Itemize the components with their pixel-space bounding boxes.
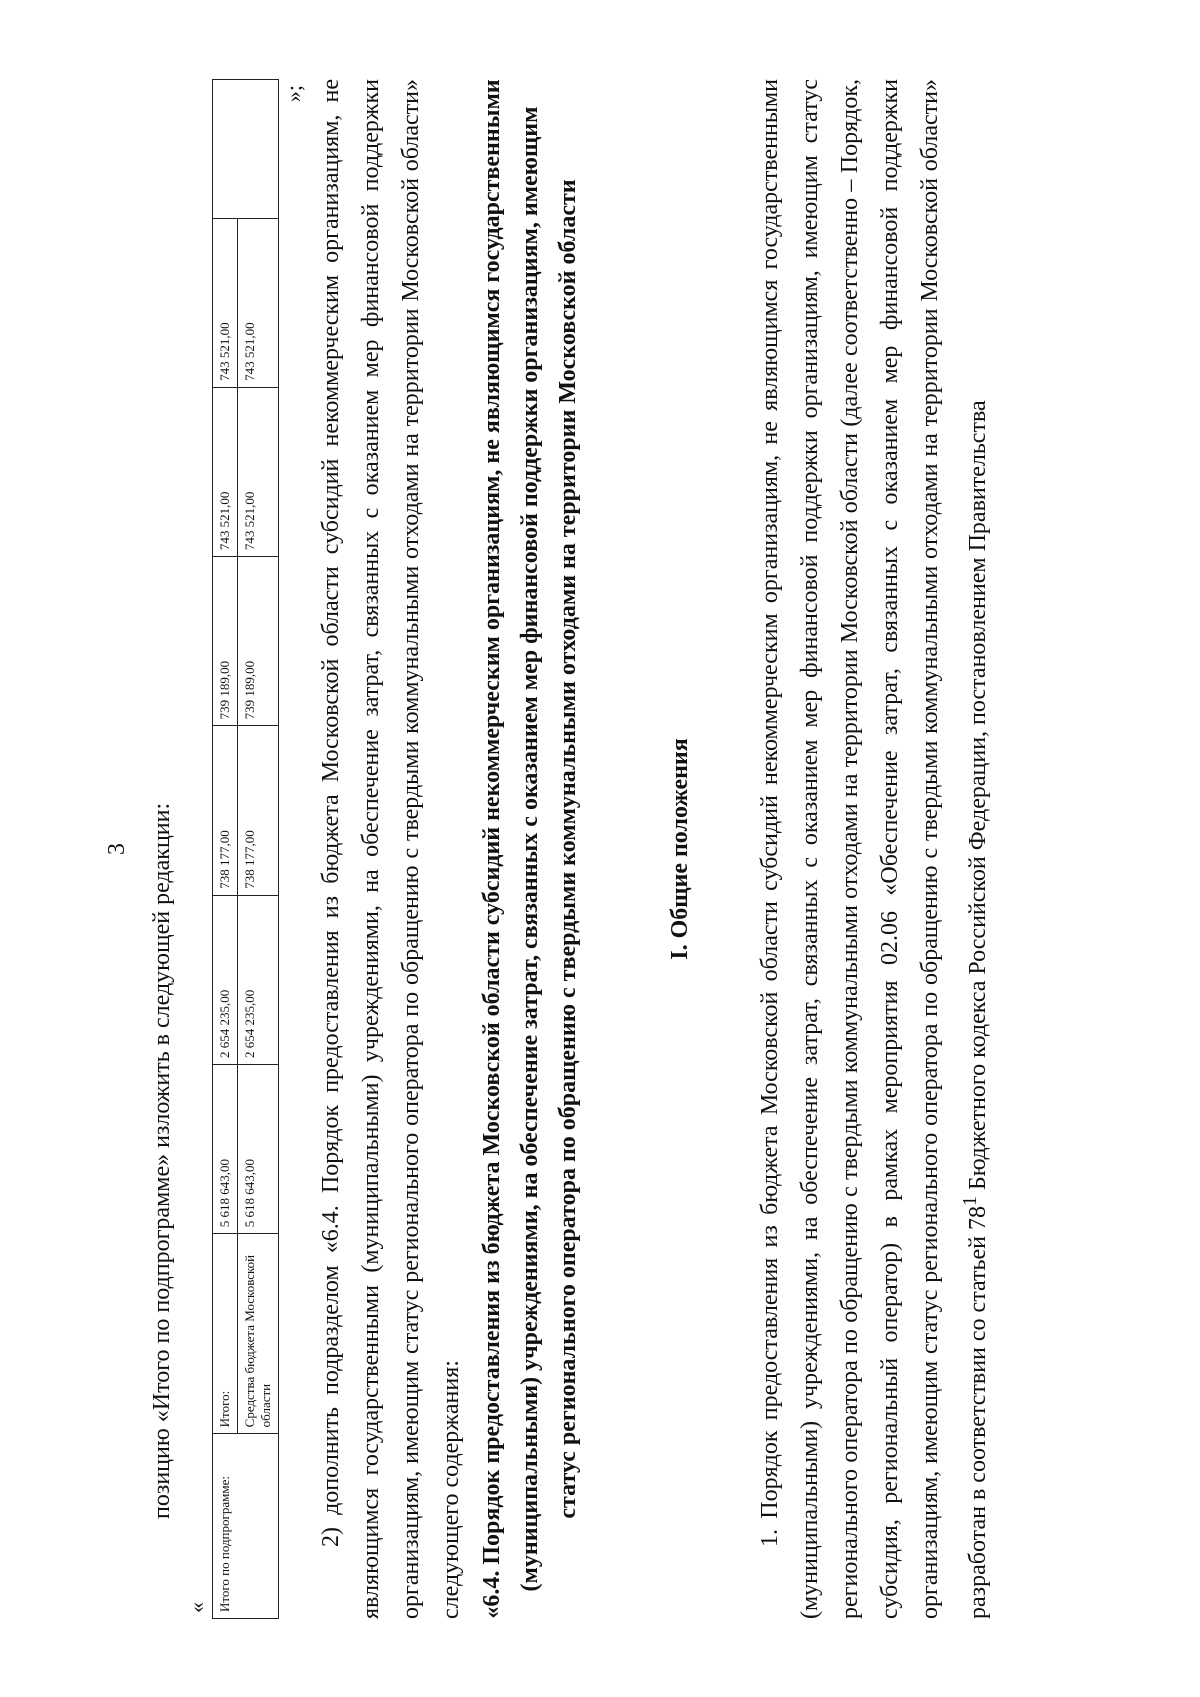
- paragraph-2: 2) дополнить подразделом «6.4. Порядок предоставления из бюджета Московской области субсидий некоммерческим организациям, не являющимся государственными (муниципальными) учреждениями, на обеспечение затрат, связанных с оказанием мер финансовой поддержки организациям, имеющим статус регионального оператора по обращению с твердыми коммунальными отходами на территории Московской области» следующего содержания:: [318, 78, 464, 1619]
- value-cell: 2 654 235,00: [213, 895, 238, 1064]
- value-cell: 738 177,00: [213, 725, 238, 894]
- table-row: [213, 79, 238, 1618]
- value-cell: 743 521,00: [238, 218, 279, 387]
- value-cell: 738 177,00: [238, 725, 279, 894]
- value-cell: 739 189,00: [238, 556, 279, 725]
- quote-close: »;: [281, 84, 306, 102]
- quote-open: «: [184, 1601, 209, 1613]
- value-cell: 2 654 235,00: [238, 895, 279, 1064]
- page-number: 3: [104, 842, 130, 855]
- document-page: [70, 39, 1130, 1659]
- article-superscript: 1: [959, 1195, 981, 1206]
- value-cell: 739 189,00: [213, 556, 238, 725]
- paragraph-1-text: 1. Порядок предоставления из бюджета Московской области субсидий некоммерческим организациям, не являющимся государственными (муниципальными) учреждениями, на обеспечение затрат, связанных с оказанием мер финансовой поддержки организациям, имеющим статус регионального оператора по обращению с твердыми коммунальными отходами на территории Московской области (далее соответственно – Порядок, субсидия, региональный оператор) в рамках мероприятия 02.06 «Обеспечение затрат, связанных с оказанием мер финансовой поддержки организациям, имеющим статус регионального оператора по обращению с твердыми коммунальными отходами на территории Московской области» разработан в соответствии со статьей 78: [757, 78, 991, 1619]
- table-row: [238, 79, 279, 1618]
- value-cell: 5 618 643,00: [238, 1064, 279, 1233]
- value-cell: 743 521,00: [238, 387, 279, 556]
- row-label: Итого по подпрограмме:: [213, 1433, 279, 1618]
- empty-cell: [213, 79, 279, 218]
- section-title: I. Общие положения: [667, 737, 693, 960]
- paragraph-1-tail: Бюджетного кодекса Российской Федерации, постановлением Правительства: [965, 399, 991, 1196]
- source-cell: Средства бюджета Московской области: [238, 1233, 279, 1433]
- source-cell: Итого:: [213, 1233, 238, 1433]
- value-cell: 743 521,00: [213, 387, 238, 556]
- summary-table: [212, 79, 279, 1619]
- value-cell: 743 521,00: [213, 218, 238, 387]
- paragraph-1: [750, 79, 998, 1619]
- intro-text: позицию «Итого по подпрограмме» изложить в следующей редакции:: [149, 802, 175, 1519]
- subsection-heading: «6.4. Порядок предоставления из бюджета Московской области субсидий некоммерческим организациям, не являющимся государственными (муниципальными) учреждениями, на обеспечение затрат, связанных с оказанием мер финансовой поддержки организациям, имеющим статус регионального оператора по обращению с твердыми коммунальными отходами на территории Московской области: [479, 78, 581, 1619]
- value-cell: 5 618 643,00: [213, 1064, 238, 1233]
